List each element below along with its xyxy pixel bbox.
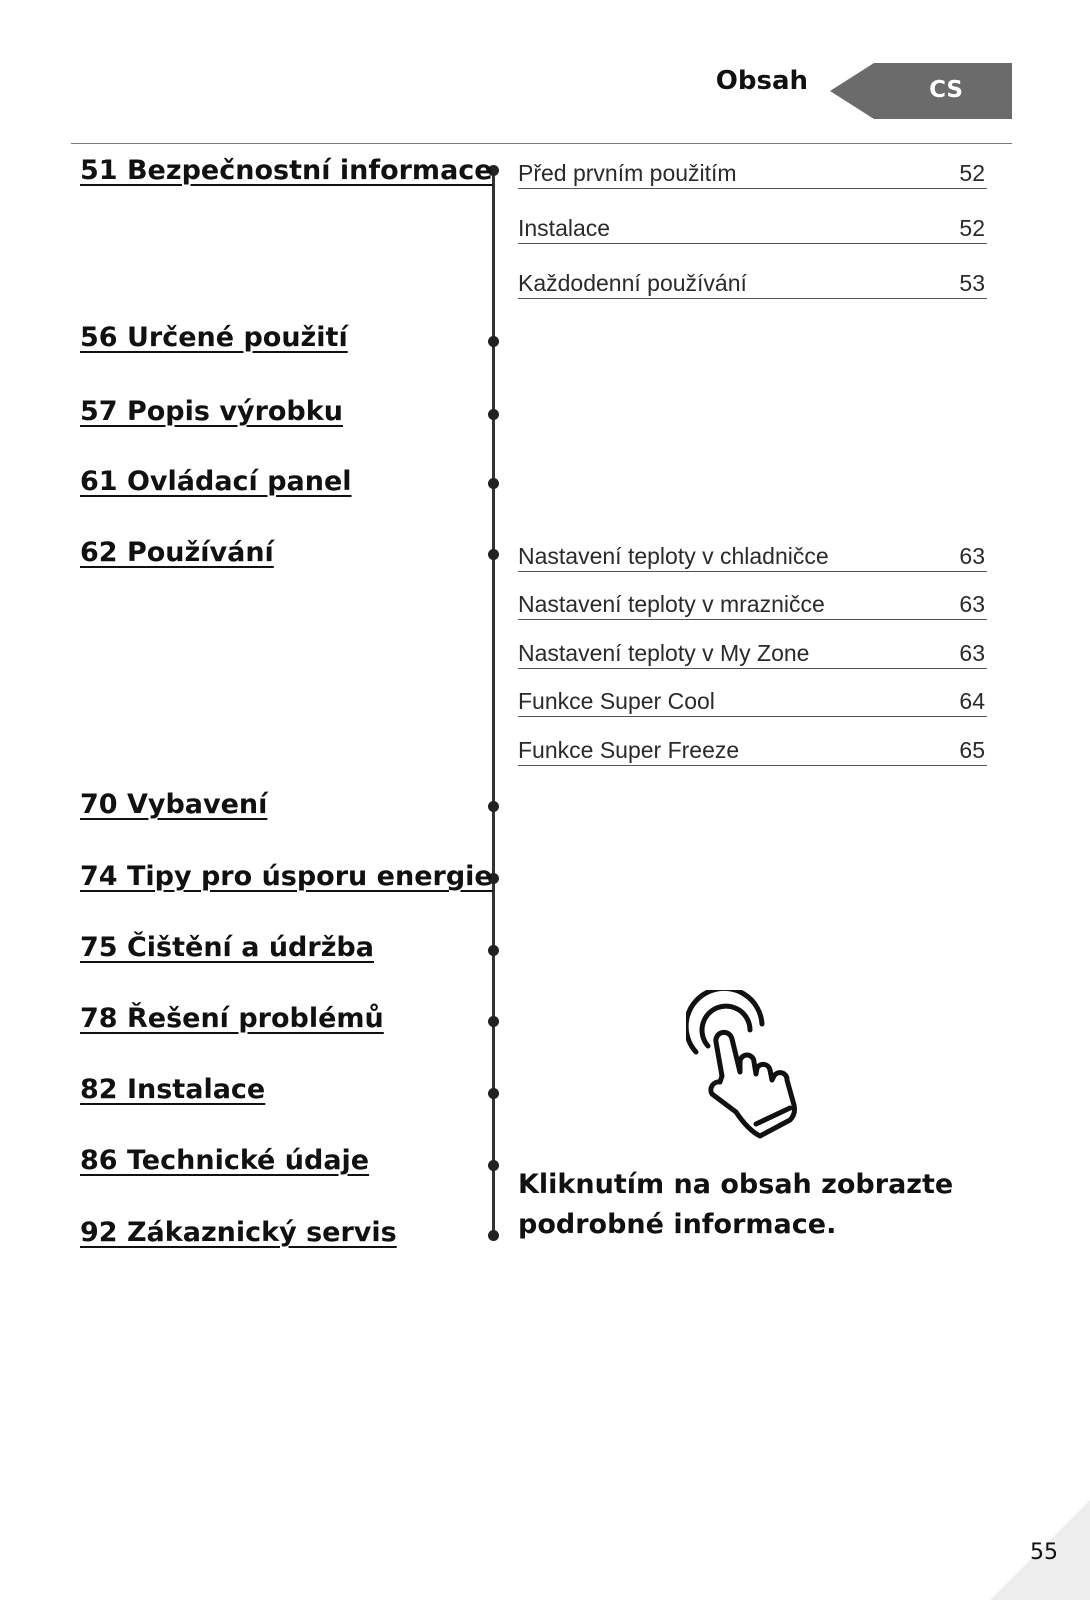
timeline-dot (488, 1088, 499, 1099)
subsection-page: 65 (959, 737, 985, 763)
timeline-line (492, 170, 495, 1236)
chapter-link-intended-use[interactable]: 56 Určené použití (80, 322, 348, 353)
timeline-dot (488, 478, 499, 489)
chapter-link-safety[interactable]: 51 Bezpečnostní informace (80, 155, 493, 186)
subsection-link[interactable] (518, 638, 987, 669)
chapter-link-installation[interactable]: 82 Instalace (80, 1074, 266, 1105)
subsection-label: Funkce Super Freeze (518, 737, 740, 763)
subsection-link[interactable] (518, 735, 987, 766)
subsection-label: Každodenní používání (518, 270, 747, 296)
toc-title: Obsah (715, 66, 808, 96)
chapter-link-customer-service[interactable]: 92 Zákaznický servis (80, 1217, 397, 1248)
subsection-page: 63 (959, 591, 985, 617)
timeline-dot (488, 801, 499, 812)
subsection-label: Nastavení teploty v mrazničce (518, 591, 825, 617)
subsection-link[interactable] (518, 158, 987, 189)
timeline-dot (488, 945, 499, 956)
timeline-dot (488, 1016, 499, 1027)
tap-hand-icon (686, 990, 816, 1140)
chapter-link-troubleshooting[interactable]: 78 Řešení problémů (80, 1003, 384, 1034)
hint-text (518, 1165, 1038, 1245)
timeline-dot (488, 1160, 499, 1171)
language-tab (830, 63, 1012, 119)
subsection-page: 63 (959, 640, 985, 666)
timeline-dot (488, 549, 499, 560)
chapter-link-accessories[interactable]: 70 Vybavení (80, 789, 268, 820)
page-number: 55 (1030, 1540, 1058, 1565)
subsection-label: Nastavení teploty v My Zone (518, 640, 810, 666)
header-divider (71, 143, 1012, 144)
subsection-page: 64 (959, 688, 985, 714)
subsection-label: Před prvním použitím (518, 160, 737, 186)
subsection-link[interactable] (518, 268, 987, 299)
subsection-label: Funkce Super Cool (518, 688, 715, 714)
subsection-label: Instalace (518, 215, 611, 241)
chapter-link-usage[interactable]: 62 Používání (80, 537, 274, 568)
subsection-link[interactable] (518, 686, 987, 717)
timeline-dot (488, 409, 499, 420)
subsection-page: 52 (959, 215, 985, 241)
timeline-dot (488, 336, 499, 347)
chapter-link-technical-data[interactable]: 86 Technické údaje (80, 1145, 370, 1176)
chapter-link-control-panel[interactable]: 61 Ovládací panel (80, 466, 352, 497)
subsection-link[interactable] (518, 541, 987, 572)
subsection-page: 53 (959, 270, 985, 296)
chapter-link-cleaning[interactable]: 75 Čištění a údržba (80, 932, 374, 963)
subsection-link[interactable] (518, 213, 987, 244)
subsection-page: 63 (959, 543, 985, 569)
chapter-link-energy-tips[interactable]: 74 Tipy pro úsporu energie (80, 861, 493, 892)
subsection-page: 52 (959, 160, 985, 186)
language-code: CS (929, 77, 963, 103)
subsection-link[interactable] (518, 589, 987, 620)
subsection-label: Nastavení teploty v chladničce (518, 543, 829, 569)
timeline-dot (488, 1230, 499, 1241)
hint-line-2: podrobné informace. (518, 1209, 837, 1240)
hint-line-1: Kliknutím na obsah zobrazte (518, 1169, 954, 1200)
chapter-link-product-description[interactable]: 57 Popis výrobku (80, 396, 343, 427)
